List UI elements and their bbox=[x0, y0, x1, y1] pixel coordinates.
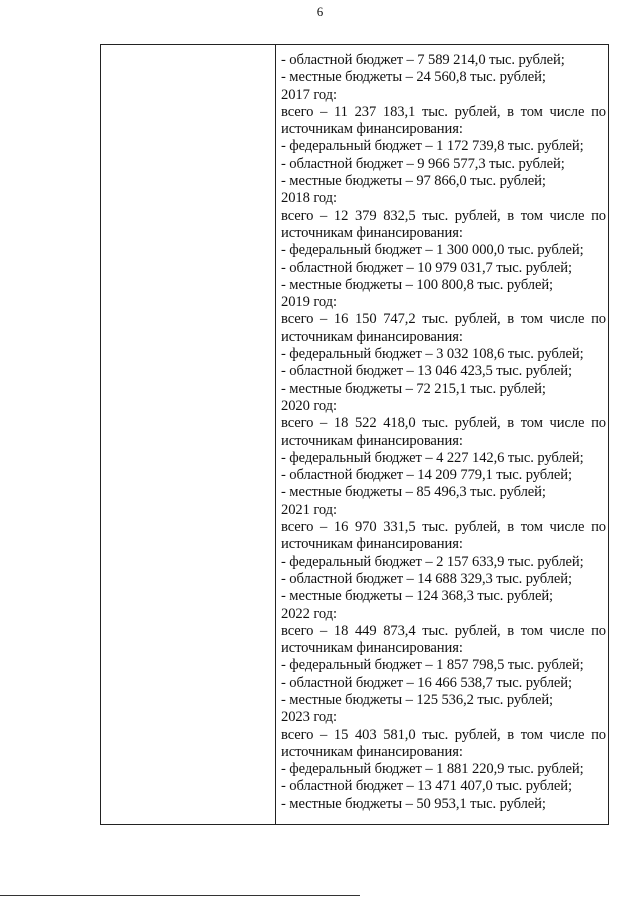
year-heading: 2021 год: bbox=[281, 501, 337, 518]
text-line: - местные бюджеты – 24 560,8 тыс. рублей; bbox=[281, 69, 546, 86]
text-line: источникам финансирования: bbox=[281, 743, 463, 760]
text-line: - местные бюджеты – 50 953,1 тыс. рублей; bbox=[281, 795, 546, 812]
text-line: - областной бюджет – 7 589 214,0 тыс. рублей; bbox=[281, 52, 565, 68]
text-line: - областной бюджет – 13 046 423,5 тыс. рублей; bbox=[281, 363, 572, 380]
year-heading: 2017 год: bbox=[281, 86, 337, 103]
text-line: - областной бюджет – 14 209 779,1 тыс. рублей; bbox=[281, 467, 572, 484]
text-line: - федеральный бюджет – 2 157 633,9 тыс. рублей; bbox=[281, 553, 584, 570]
text-line: источникам финансирования: bbox=[281, 121, 463, 138]
text-line: - федеральный бюджет – 4 227 142,6 тыс. рублей; bbox=[281, 449, 584, 466]
financing-table bbox=[100, 44, 609, 825]
text-line: - местные бюджеты – 125 536,2 тыс. рублей; bbox=[281, 691, 554, 708]
total-line: всего – 16 970 331,5 тыс. рублей, в том числе по bbox=[281, 519, 606, 536]
total-line: всего – 12 379 832,5 тыс. рублей, в том числе по bbox=[281, 207, 606, 224]
year-heading: 2020 год: bbox=[281, 397, 337, 414]
text-line: - федеральный бюджет – 3 032 108,6 тыс. рублей; bbox=[281, 346, 584, 363]
text-line: источникам финансирования: bbox=[281, 640, 463, 657]
text-line: источникам финансирования: bbox=[281, 432, 463, 449]
total-line: всего – 15 403 581,0 тыс. рублей, в том числе по bbox=[281, 726, 606, 743]
year-heading: 2023 год: bbox=[281, 709, 337, 726]
text-line: - областной бюджет – 9 966 577,3 тыс. рублей; bbox=[281, 155, 565, 172]
table-content-cell bbox=[276, 45, 608, 824]
text-line: источникам финансирования: bbox=[281, 536, 463, 553]
text-line: - местные бюджеты – 100 800,8 тыс. рублей; bbox=[281, 276, 554, 293]
year-heading: 2019 год: bbox=[281, 294, 337, 311]
text-line: источникам финансирования: bbox=[281, 328, 463, 345]
text-line: - местные бюджеты – 124 368,3 тыс. рублей; bbox=[281, 588, 554, 605]
text-line: - федеральный бюджет – 1 172 739,8 тыс. рублей; bbox=[281, 138, 584, 155]
text-line: - местные бюджеты – 97 866,0 тыс. рублей; bbox=[281, 173, 546, 190]
total-line: всего – 16 150 747,2 тыс. рублей, в том числе по bbox=[281, 311, 606, 328]
table-label-cell bbox=[101, 45, 276, 824]
text-line: - областной бюджет – 13 471 407,0 тыс. рублей; bbox=[281, 778, 572, 795]
text-line: - областной бюджет – 16 466 538,7 тыс. рублей; bbox=[281, 674, 572, 691]
text-line: - местные бюджеты – 85 496,3 тыс. рублей; bbox=[281, 484, 546, 501]
text-line: - федеральный бюджет – 1 857 798,5 тыс. рублей; bbox=[281, 657, 584, 674]
year-heading: 2018 год: bbox=[281, 190, 337, 207]
text-line: - федеральный бюджет – 1 881 220,9 тыс. рублей; bbox=[281, 761, 584, 778]
total-line: всего – 18 522 418,0 тыс. рублей, в том числе по bbox=[281, 415, 606, 432]
page-number: 6 bbox=[316, 4, 324, 19]
total-line: всего – 11 237 183,1 тыс. рублей, в том числе по bbox=[281, 103, 606, 120]
text-line: - местные бюджеты – 72 215,1 тыс. рублей; bbox=[281, 380, 546, 397]
text-line: - федеральный бюджет – 1 300 000,0 тыс. рублей; bbox=[281, 242, 584, 259]
footer-divider bbox=[0, 895, 360, 896]
text-line: - областной бюджет – 10 979 031,7 тыс. рублей; bbox=[281, 259, 572, 276]
text-line: источникам финансирования: bbox=[281, 224, 463, 241]
year-heading: 2022 год: bbox=[281, 605, 337, 622]
text-line: - областной бюджет – 14 688 329,3 тыс. рублей; bbox=[281, 570, 572, 587]
total-line: всего – 18 449 873,4 тыс. рублей, в том числе по bbox=[281, 622, 606, 639]
